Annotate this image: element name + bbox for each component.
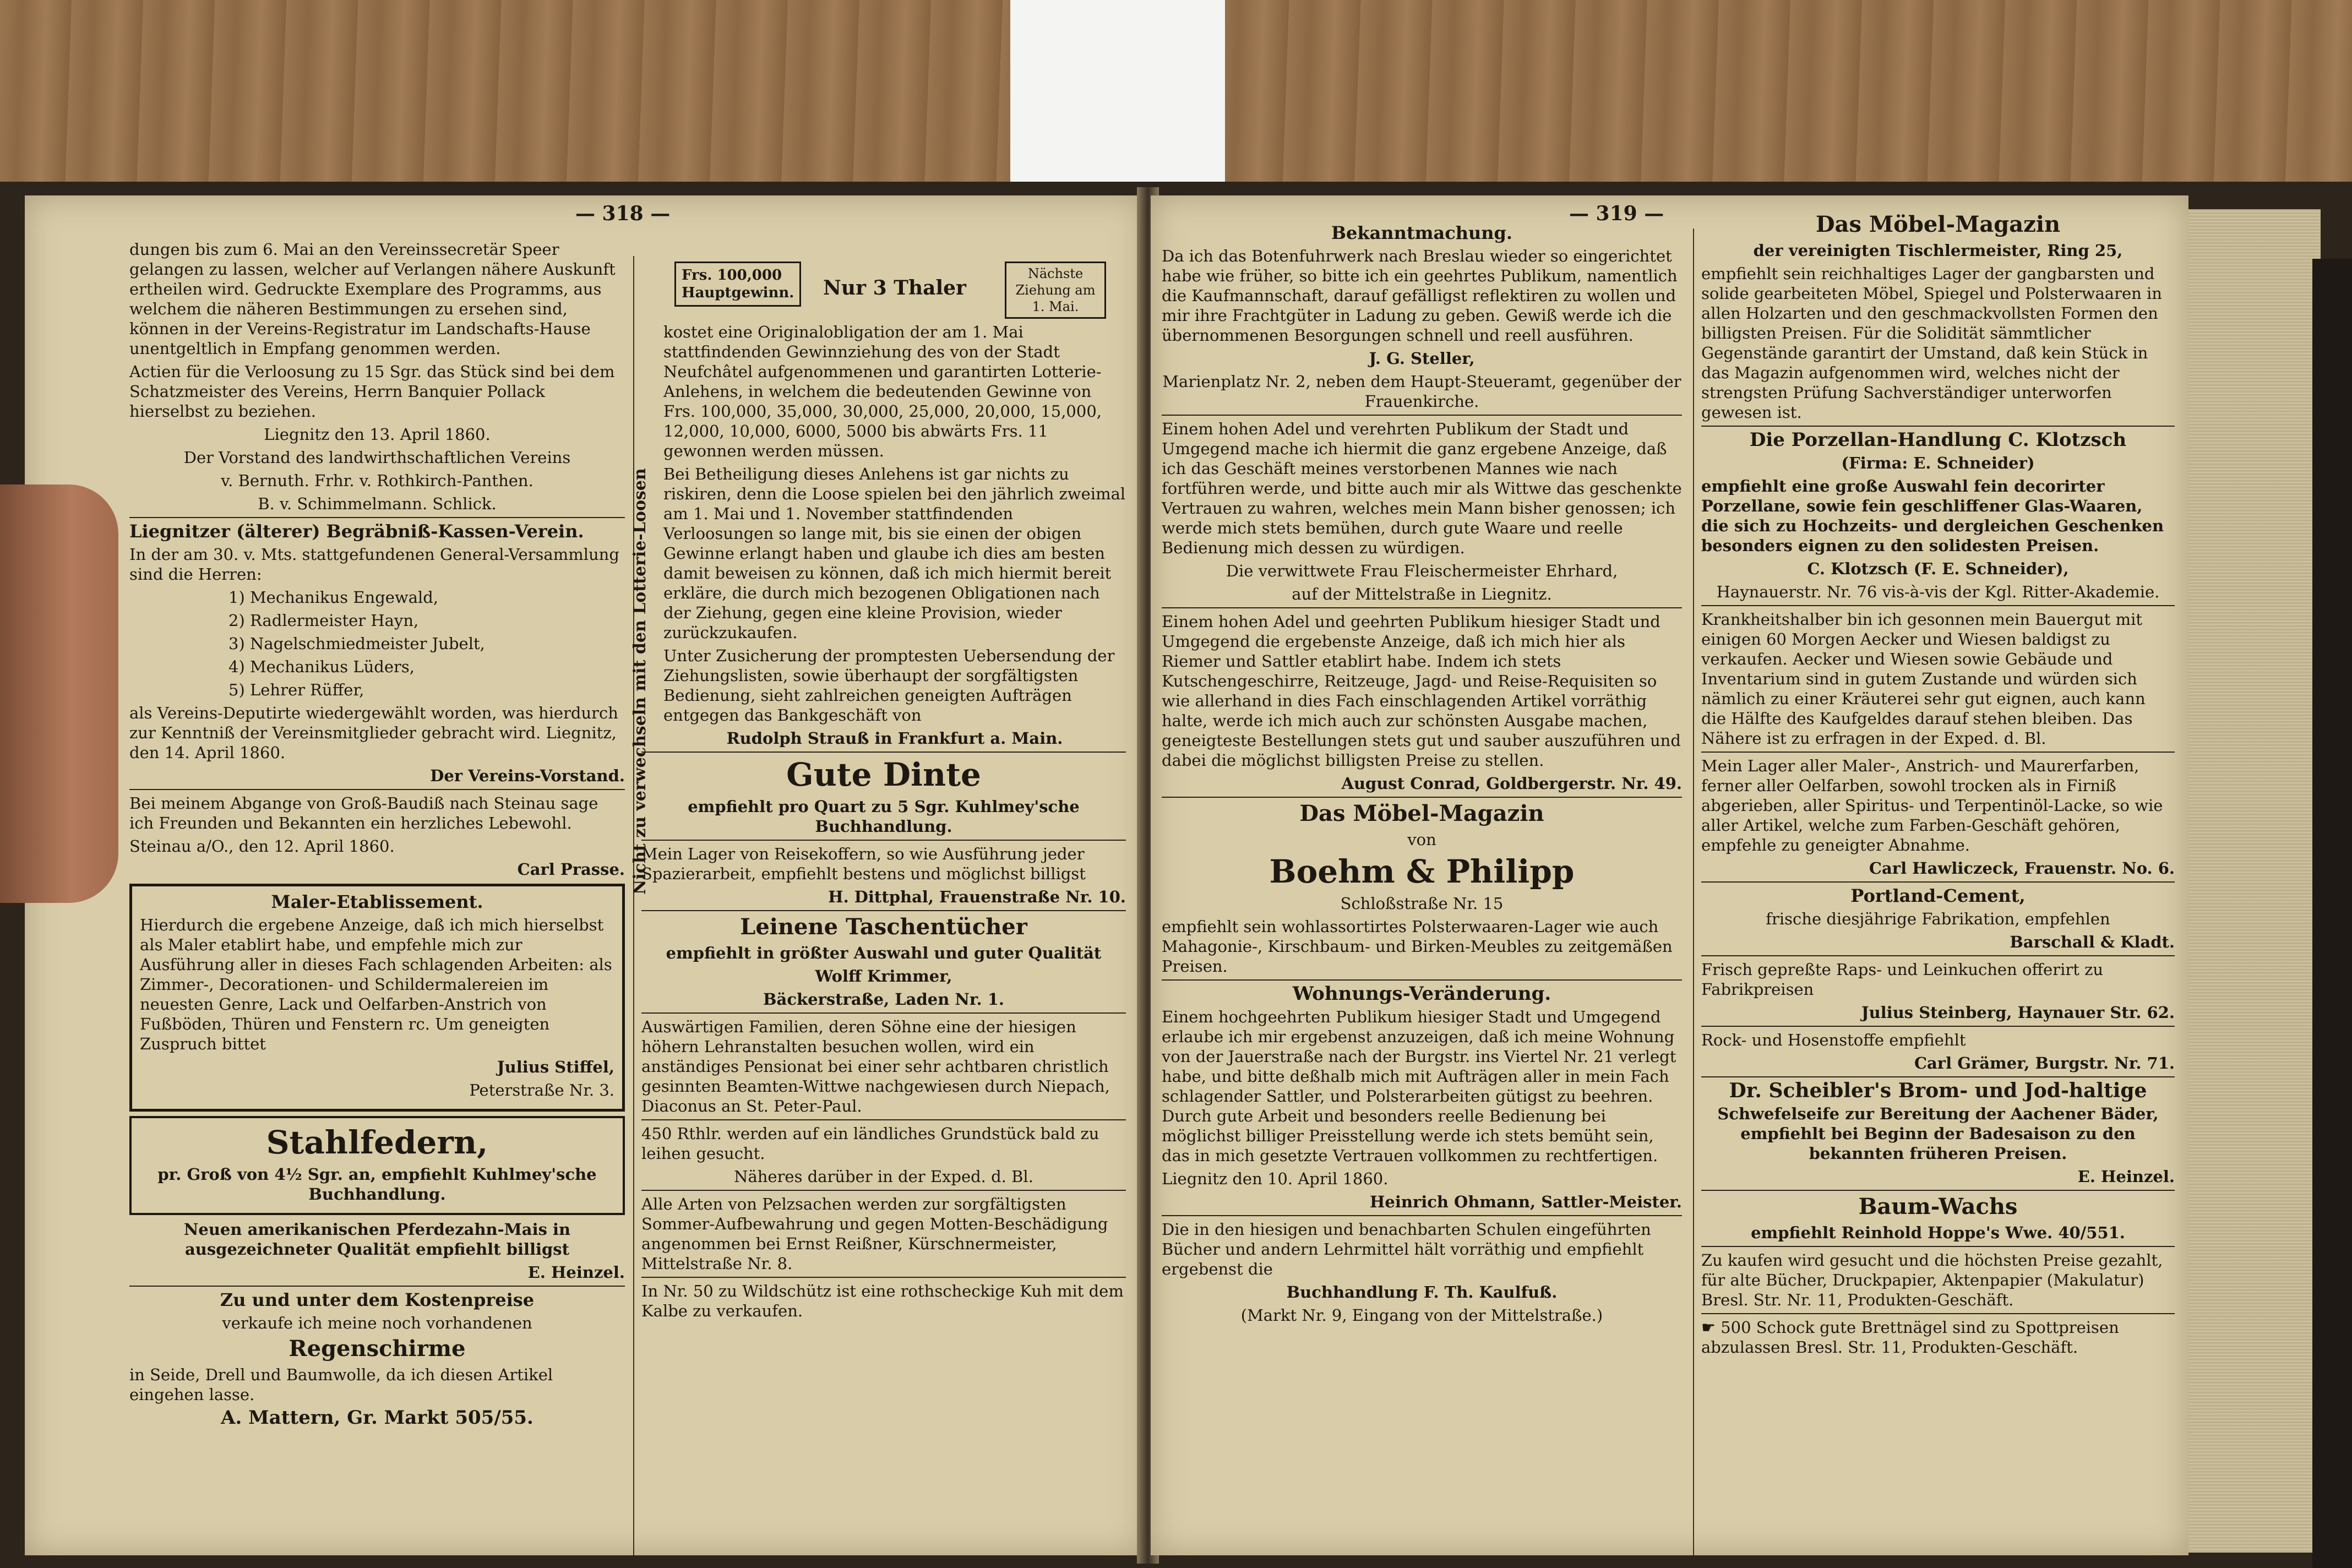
holding-thumb	[0, 484, 118, 903]
divider	[641, 1277, 1126, 1278]
divider	[129, 517, 625, 518]
pointing-hand-icon: ☛	[1701, 1318, 1721, 1337]
left-column-1	[129, 239, 625, 1431]
address: Bäckerstraße, Laden Nr. 1.	[763, 990, 1004, 1009]
paragraph	[1701, 1317, 2175, 1357]
ad-title: Die Porzellan-Handlung C. Klotzsch	[1749, 429, 2127, 451]
list-item: 5) Lehrer Rüffer,	[228, 680, 364, 699]
signature: Heinrich Ohmann, Sattler-Meister.	[1369, 1193, 1682, 1211]
divider	[1162, 797, 1682, 798]
divider	[1701, 881, 2175, 883]
lottery-body	[641, 322, 1126, 748]
signature: Julius Steinberg, Haynauer Str. 62.	[1861, 1003, 2175, 1022]
book-page-edges	[2188, 209, 2321, 1553]
right-page	[1151, 195, 2188, 1555]
paragraph: Einem hohen Adel und geehrten Publikum hiesiger Stadt und Umgegend die ergebenste Anzeige, daß ich mich hier als Riemer und Sattler etablirt habe. Indem ich stets Kutschengeschirre, Reitzeuge, Jagd- und Reise-Requisiten so wie allerhand in dies Fach einschlagenden Artikel vorräthig halte, werde ich mich auch zur schönsten Ausgabe machen, geneigteste Bestellungen stets gut und sauber auszuführen und dabei die möglichst billigsten Preise zu stellen.	[1162, 612, 1681, 770]
divider	[641, 752, 1126, 753]
signature: Die verwittwete Frau Fleischermeister Ehrhard,	[1226, 562, 1618, 580]
signature: C. Klotzsch (F. E. Schneider),	[1807, 559, 2069, 578]
ad-title: Maler-Etablissement.	[271, 891, 483, 912]
ad-subtitle: (Firma: E. Schneider)	[1841, 454, 2035, 472]
address: Haynauerstr. Nr. 76 vis-à-vis der Kgl. Ritter-Akademie.	[1716, 582, 2160, 601]
paragraph: Unter Zusicherung der promptesten Uebersendung der Ziehungslisten, sowie überhaupt der sorgfältigsten Bedienung, sieht zahlreichen geneigten Aufträgen entgegen das Bankgeschäft von	[663, 646, 1115, 725]
list-item: 3) Nagelschmiedmeister Jubelt,	[228, 634, 485, 653]
signature: B. v. Schimmelmann. Schlick.	[258, 494, 497, 513]
ad-box	[129, 1116, 625, 1215]
paragraph: Zu kaufen wird gesucht und die höchsten Preise gezahlt, für alte Bücher, Druckpapier, Aktenpapier (Makulatur) Bresl. Str. Nr. 11, Produkten-Geschäft.	[1701, 1251, 2163, 1309]
notice-title: Wohnungs-Veränderung.	[1292, 983, 1551, 1005]
paragraph: Mein Lager aller Maler-, Anstrich- und Maurerfarben, ferner aller Oelfarben, sowohl trocken als in Firniß abgerieben, aller Spiritus- und Terpentinöl-Lacke, so wie aller Artikel, welche zum Farben-Geschäft gehören, empfehle zu geneigter Abnahme.	[1701, 756, 2163, 854]
signature: v. Bernuth. Frhr. v. Rothkirch-Panthen.	[221, 471, 533, 490]
paragraph: Alle Arten von Pelzsachen werden zur sorgfältigsten Sommer-Aufbewahrung und gegen Motten-Beschädigung angenommen bei Ernst Reißner, Kürschnermeister, Mittelstraße Nr. 8.	[641, 1195, 1108, 1273]
left-page	[25, 195, 1145, 1555]
draw-box: Nächste Ziehung am 1. Mai.	[1005, 262, 1106, 319]
date: Liegnitz den 13. April 1860.	[264, 425, 491, 444]
address: Schloßstraße Nr. 15	[1340, 894, 1504, 913]
paragraph: Bei Betheiligung dieses Anlehens ist gar nichts zu riskiren, denn die Loose spielen bei den jährlich zweimal am 1. Mai und 1. November stattfindenden Verloosungen so lange mit, bis sie einen der obigen Gewinne erlangt haben und glaube ich dies am besten damit beweisen zu können, daß ich mich hiermit bereit erkläre, die durch mich bezogenen Obligationen nach der Ziehung, gegen eine kleine Provision, wieder zurückzukaufen.	[663, 465, 1126, 642]
signature: Carl Prasse.	[517, 860, 625, 879]
signature: Barschall & Kladt.	[2010, 933, 2175, 951]
divider	[1701, 1313, 2175, 1314]
divider	[1701, 1026, 2175, 1027]
paragraph: verkaufe ich meine noch vorhandenen	[222, 1314, 532, 1332]
ad-title: Stahlfedern,	[266, 1124, 488, 1161]
prize-text: Frs. 100,000	[682, 267, 782, 284]
divider	[1701, 955, 2175, 956]
signature: Wolff Krimmer,	[815, 967, 952, 986]
page-number: — 319 —	[1569, 202, 1664, 225]
paragraph-text: 500 Schock gute Brettnägel sind zu Spottpreisen abzulassen Bresl. Str. 11, Produkten-Geschäft.	[1701, 1318, 2119, 1357]
paragraph: empfiehlt sein wohlassortirtes Polsterwaaren-Lager wie auch Mahagonie-, Kirschbaum- und Birken-Meubles zu zeitgemäßen Preisen.	[1162, 917, 1673, 976]
divider	[1701, 752, 2175, 753]
book-cover-edge	[2312, 259, 2352, 1568]
list-item: 1) Mechanikus Engewald,	[228, 588, 439, 607]
signature: A. Mattern, Gr. Markt 505/55.	[221, 1407, 533, 1429]
paragraph: Schwefelseife zur Bereitung der Aachener Bäder, empfiehlt bei Beginn der Badesaison zu den bekannten früheren Preisen.	[1717, 1104, 2159, 1163]
ad-subtitle: der vereinigten Tischlermeister, Ring 25,	[1753, 241, 2123, 260]
divider	[641, 1190, 1126, 1191]
address: (Markt Nr. 9, Eingang von der Mittelstraße.)	[1240, 1306, 1603, 1325]
signature: Rudolph Strauß in Frankfurt a. Main.	[726, 729, 1063, 748]
paragraph: empfiehlt pro Quart zu 5 Sgr. Kuhlmey'sche Buchhandlung.	[688, 797, 1080, 836]
paragraph: Mein Lager von Reisekoffern, so wie Ausführung jeder Spazierarbeit, empfiehlt bestens und möglichst billigst	[641, 845, 1086, 883]
right-column-2	[1701, 212, 2175, 1360]
paragraph: in Seide, Drell und Baumwolle, da ich diesen Artikel eingehen lasse.	[129, 1365, 553, 1404]
paragraph: Rock- und Hosenstoffe empfiehlt	[1701, 1031, 1966, 1049]
right-column-1	[1162, 223, 1682, 1329]
paragraph: empfiehlt eine große Auswahl fein decorirter Porzellane, sowie fein geschliffener Glas-Waaren, die sich zu Hochzeits- und dergleichen Geschenken besonders eignen zu den solidesten Preisen.	[1701, 477, 2164, 555]
paragraph: kostet eine Originalobligation der am 1. Mai stattfindenden Gewinnziehung des von der Stadt Neufchâtel aufgenommenen und garantirten Lotterie-Anlehens, in welchem die bedeutenden Gewinne von Frs. 100,000, 35,000, 30,000, 25,000, 20,000, 15,000, 12,000, 10,000, 6000, 5000 bis abwärts Frs. 11 gewonnen werden müssen.	[663, 323, 1102, 460]
notice-title: Bekanntmachung.	[1331, 222, 1512, 243]
ad-title: Das Möbel-Magazin	[1299, 801, 1544, 826]
ad-title: Baum-Wachs	[1858, 1194, 2018, 1219]
paragraph: pr. Groß von 4½ Sgr. an, empfiehlt Kuhlmey'sche Buchhandlung.	[157, 1165, 597, 1204]
paragraph: frische diesjährige Fabrikation, empfehlen	[1766, 910, 2110, 928]
signature: Carl Grämer, Burgstr. Nr. 71.	[1914, 1054, 2175, 1072]
ad-title: Boehm & Philipp	[1269, 853, 1575, 890]
paragraph: In der am 30. v. Mts. stattgefundenen General-Versammlung sind die Herren:	[129, 545, 619, 584]
ad-title: Gute Dinte	[786, 756, 981, 793]
divider	[1701, 1246, 2175, 1247]
notice-title: Liegnitzer (älterer) Begräbniß-Kassen-Verein.	[129, 521, 584, 542]
signature: Carl Hawliczeck, Frauenstr. No. 6.	[1869, 859, 2175, 878]
divider	[641, 1119, 1126, 1120]
divider	[1701, 605, 2175, 606]
signature: August Conrad, Goldbergerstr. Nr. 49.	[1341, 774, 1682, 793]
paragraph: empfiehlt in größter Auswahl und guter Qualität	[666, 944, 1102, 962]
vertical-label: Nicht zu verwechseln mit den Lotterie-Loosen	[630, 468, 650, 895]
paragraph: 450 Rthlr. werden auf ein ländliches Grundstück bald zu leihen gesucht.	[641, 1124, 1099, 1163]
page-number: — 318 —	[575, 202, 671, 225]
ad-title: Regenschirme	[288, 1336, 466, 1362]
paragraph: Hierdurch die ergebene Anzeige, daß ich mich hierselbst als Maler etablirt habe, und empfehle mich zur Ausführung aller in dieses Fach schlagenden Arbeiten: als Zimmer-, Decorationen- und Schildermalereien im neuesten Genre, Lack und Oelfarben-Anstrich von Fußböden, Thüren und Fenstern rc. Um geneigten Zuspruch bittet	[140, 916, 612, 1053]
paragraph: Actien für die Verloosung zu 15 Sgr. das Stück sind bei dem Schatzmeister des Vereins, Herrn Banquier Pollack hierselbst zu beziehen.	[129, 362, 615, 421]
divider	[129, 1286, 625, 1287]
divider	[1162, 607, 1682, 608]
paragraph: empfiehlt sein reichhaltiges Lager der gangbarsten und solide gearbeiteten Möbel, Spiegel und Polsterwaaren in allen Holzarten und den geschmackvollsten Formen den billigsten Preisen. Für die Solidität sämmtlicher Gegenstände garantirt der Umstand, daß kein Stück in das Magazin aufgenommen wird, welches nicht der strengsten Prüfung Sachverständiger unterworfen gewesen ist.	[1701, 264, 2162, 422]
ad-box	[129, 884, 625, 1112]
divider	[641, 840, 1126, 841]
lottery-header	[641, 262, 1126, 322]
ad-title: Portland-Cement,	[1850, 885, 2026, 906]
date: Liegnitz den 10. April 1860.	[1162, 1169, 1389, 1188]
divider	[129, 789, 625, 790]
list-item: 4) Mechanikus Lüders,	[228, 657, 415, 676]
prize-text: Hauptgewinn.	[682, 285, 794, 301]
paragraph: In Nr. 50 zu Wildschütz ist eine rothscheckige Kuh mit dem Kalbe zu verkaufen.	[641, 1282, 1124, 1320]
left-column-2	[630, 262, 1126, 1324]
signature: Der Vorstand des landwirthschaftlichen Vereins	[183, 448, 571, 467]
ad-title: Leinene Taschentücher	[740, 914, 1027, 940]
divider	[641, 910, 1126, 911]
divider	[1701, 1076, 2175, 1077]
divider	[1162, 1215, 1682, 1216]
price-title: Nur 3 Thaler	[823, 276, 966, 300]
paragraph: Krankheitshalber bin ich gesonnen mein Bauergut mit einigen 60 Morgen Aecker und Wiesen baldigst zu verkaufen. Aecker und Wiesen sowie Gebäude und Inventarium sind in gutem Zustande und würden sich nämlich zu einer Kräuterei sehr gut eignen, auch kann die Hälfte des Kaufgeldes darauf stehen bleiben. Das Nähere ist zu erfragen in der Exped. d. Bl.	[1701, 610, 2146, 748]
signature: Buchhandlung F. Th. Kaulfuß.	[1286, 1283, 1558, 1302]
signature: H. Dittphal, Frauenstraße Nr. 10.	[828, 888, 1126, 906]
signature: Der Vereins-Vorstand.	[430, 766, 625, 785]
address: auf der Mittelstraße in Liegnitz.	[1292, 585, 1552, 603]
paragraph: Frisch gepreßte Raps- und Leinkuchen offerirt zu Fabrikpreisen	[1701, 960, 2104, 999]
paragraph: empfiehlt Reinhold Hoppe's Wwe. 40/551.	[1751, 1223, 2125, 1242]
ad-title: Das Möbel-Magazin	[1815, 211, 2061, 237]
paragraph: Bei meinem Abgange von Groß-Baudiß nach Steinau sage ich Freunden und Bekannten ein herzliches Lebewohl.	[129, 794, 598, 832]
divider	[1701, 426, 2175, 427]
ad-text: von	[1407, 830, 1436, 849]
address: Peterstraße Nr. 3.	[469, 1081, 614, 1099]
divider	[1162, 979, 1682, 981]
paragraph: als Vereins-Deputirte wiedergewählt worden, was hierdurch zur Kenntniß der Vereinsmitglieder gebracht wird. Liegnitz, den 14. April 1860.	[129, 704, 618, 762]
signature: E. Heinzel.	[527, 1263, 625, 1282]
divider	[1701, 1190, 2175, 1191]
paragraph: Neuen amerikanischen Pferdezahn-Mais in ausgezeichneter Qualität empfiehlt billigst	[183, 1220, 571, 1259]
paragraph: Näheres darüber in der Exped. d. Bl.	[734, 1167, 1033, 1186]
paragraph: Die in den hiesigen und benachbarten Schulen eingeführten Bücher und andern Lehrmittel hält vorräthig und empfiehlt ergebenst die	[1162, 1220, 1651, 1278]
signature: E. Heinzel.	[2077, 1167, 2175, 1186]
ad-title: Dr. Scheibler's Brom- und Jod-haltige	[1729, 1079, 2147, 1102]
list-item: 2) Radlermeister Hayn,	[228, 611, 419, 630]
paragraph: Einem hohen Adel und verehrten Publikum der Stadt und Umgegend mache ich hiermit die ganz ergebene Anzeige, daß ich das Geschäft meines verstorbenen Mannes wie nach fortführen werde, und bitte auch mir als Wittwe das geschenkte Vertrauen zu wahren, welches mein Mann bisher genossen; ich werde mich stets bemühen, durch gute Waare und reelle Bedienung mich dessen zu würdigen.	[1162, 420, 1682, 557]
ad-title: Zu und unter dem Kostenpreise	[220, 1289, 535, 1310]
prize-box	[674, 262, 801, 307]
sidebar-text	[630, 344, 652, 895]
signature: J. G. Steller,	[1369, 349, 1475, 368]
divider	[1162, 415, 1682, 416]
signature: Julius Stiffel,	[497, 1058, 614, 1076]
paragraph: Da ich das Botenfuhrwerk nach Breslau wieder so eingerichtet habe wie früher, so bitte ich ein geehrtes Publikum, namentlich die Kaufmannschaft, darauf gefälligst reflektiren zu wollen und mir ihre Frachtgüter in Ladung zu geben. Gewiß werde ich die übernommenen Besorgungen schnell und reell ausführen.	[1162, 247, 1678, 345]
paragraph: Auswärtigen Familien, deren Söhne eine der hiesigen höhern Lehranstalten besuchen wollen, wird ein anständiges Pensionat bei einer sehr achtbaren christlich gesinnten Beamten-Wittwe nachgewiesen durch Niepach, Diaconus an St. Peter-Paul.	[641, 1017, 1110, 1115]
divider	[641, 1012, 1126, 1014]
paragraph: dungen bis zum 6. Mai an den Vereinssecretär Speer gelangen zu lassen, welcher auf Verlangen nähere Auskunft ertheilen wird. Gedruckte Exemplare des Programms, aus welchem die näheren Bestimmungen zu ersehen sind, können in der Vereins-Registratur im Landschafts-Hause unentgeltlich in Empfang genommen werden.	[129, 240, 616, 358]
paragraph: Einem hochgeehrten Publikum hiesiger Stadt und Umgegend erlaube ich mir ergebenst anzuzeigen, daß ich meine Wohnung von der Jauerstraße nach der Burgstr. ins Viertel Nr. 21 verlegt habe, und bitte deßhalb mich mit Aufträgen aller in mein Fach schlagender Sattler, und Polsterarbeiten gütigst zu beehren. Durch gute Arbeit und besonders reelle Bedienung bei möglichst billiger Preisstellung werde ich stets bemüht sein, das in mich gesetzte Vertrauen vollkommen zu rechtfertigen.	[1162, 1008, 1676, 1165]
paper-slip	[1010, 0, 1225, 204]
address: Marienplatz Nr. 2, neben dem Haupt-Steueramt, gegenüber der Frauenkirche.	[1162, 372, 1681, 411]
column-rule	[1693, 228, 1694, 1555]
date: Steinau a/O., den 12. April 1860.	[129, 837, 395, 856]
